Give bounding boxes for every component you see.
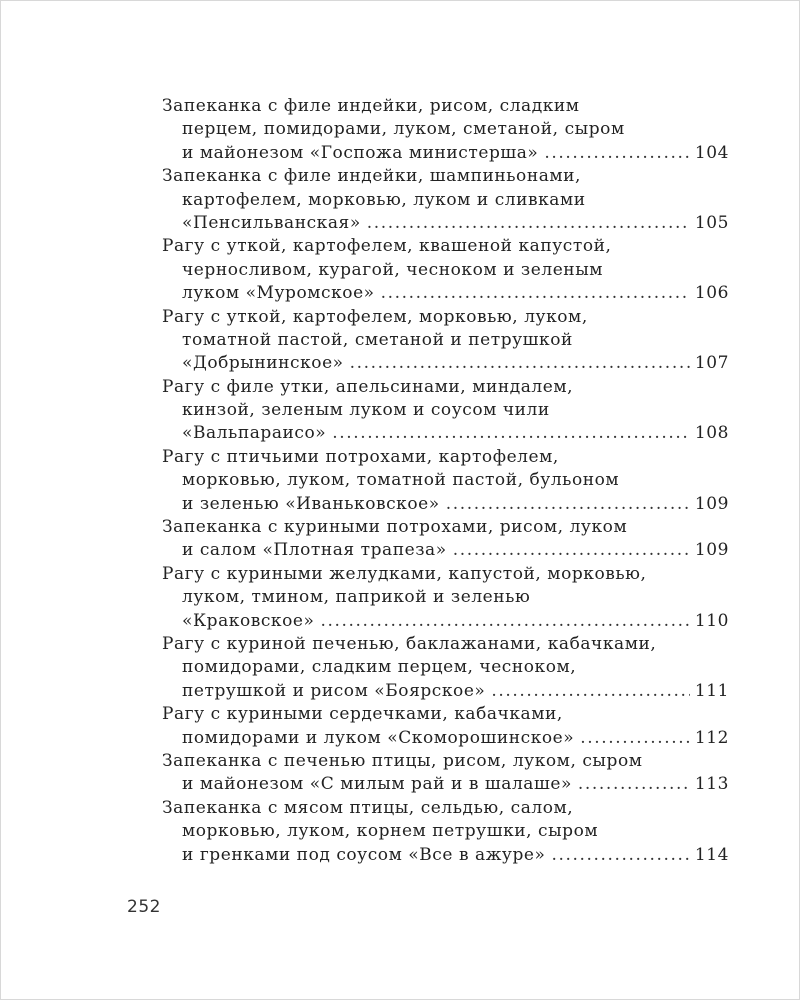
toc-entry-last-line (162, 844, 729, 867)
table-of-contents (162, 95, 729, 867)
dot-leader (367, 212, 690, 235)
toc-entry-last-line (162, 142, 729, 165)
toc-entry-line: Рагу с куриными сердечками, кабачками, (162, 704, 563, 725)
toc-entry-page-number: 109 (694, 493, 729, 514)
toc-entry-title-text: и гренками под соусом «Все в ажуре» (182, 844, 546, 865)
toc-entry-page-number: 104 (694, 142, 729, 163)
toc-entry-title-text: «Пенсильванская» (182, 212, 361, 233)
toc-entry (162, 165, 729, 235)
toc-entry-title-text: «Краковское» (182, 610, 315, 631)
toc-entry-title-text: петрушкой и рисом «Боярское» (182, 680, 486, 701)
toc-entry-page-number: 112 (694, 727, 729, 748)
toc-entry-last-line (162, 610, 729, 633)
toc-entry-line: Рагу с птичьими потрохами, картофелем, (162, 446, 559, 467)
dot-leader (320, 610, 689, 633)
toc-entry-line: томатной пастой, сметаной и петрушкой (182, 329, 573, 350)
toc-entry-line: Рагу с уткой, картофелем, квашеной капустой, (162, 236, 612, 257)
toc-entry-line: картофелем, морковью, луком и сливками (182, 189, 586, 210)
toc-entry-last-line (162, 422, 729, 445)
toc-entry (162, 750, 729, 797)
dot-leader (544, 142, 690, 165)
toc-entry-last-line (162, 493, 729, 516)
toc-entry-page-number: 109 (694, 540, 729, 561)
page-number: 252 (127, 897, 161, 917)
dot-leader (491, 680, 690, 703)
toc-entry (162, 516, 729, 563)
toc-entry-last-line (162, 539, 729, 562)
toc-entry (162, 563, 729, 633)
dot-leader (578, 773, 690, 796)
toc-entry-line: Запеканка с куриными потрохами, рисом, луком (162, 517, 628, 538)
toc-entry-last-line (162, 212, 729, 235)
toc-entry-page-number: 107 (694, 353, 729, 374)
toc-entry-page-number: 105 (694, 212, 729, 233)
toc-entry-last-line (162, 773, 729, 796)
toc-entry-title-text: «Вальпараисо» (182, 423, 327, 444)
toc-entry-page-number: 106 (694, 283, 729, 304)
toc-entry-page-number: 113 (694, 774, 729, 795)
dot-leader (381, 282, 690, 305)
dot-leader (551, 844, 689, 867)
toc-entry-page-number: 108 (694, 423, 729, 444)
toc-entry-last-line (162, 282, 729, 305)
toc-entry (162, 633, 729, 703)
toc-entry-last-line (162, 680, 729, 703)
toc-entry-last-line (162, 727, 729, 750)
toc-entry-line: морковью, луком, корнем петрушки, сыром (182, 821, 599, 842)
toc-entry-title-text: и зеленью «Иваньковское» (182, 493, 440, 514)
toc-entry-title-text: и майонезом «Госпожа министерша» (182, 142, 539, 163)
toc-entry-line: Запеканка с филе индейки, рисом, сладким (162, 96, 580, 116)
toc-entry-line: Рагу с уткой, картофелем, морковью, луком, (162, 306, 588, 327)
toc-entry-line: морковью, луком, томатной пастой, бульоном (182, 470, 620, 491)
dot-leader (580, 727, 690, 750)
toc-entry (162, 95, 729, 165)
toc-entry-title-text: и салом «Плотная трапеза» (182, 540, 447, 561)
toc-entry-last-line (162, 352, 729, 375)
toc-entry-line: Запеканка с мясом птицы, сельдью, салом, (162, 797, 574, 818)
toc-entry-line: кинзой, зеленым луком и соусом чили (182, 400, 550, 421)
toc-entry-line: Рагу с куриной печенью, баклажанами, кабачками, (162, 633, 657, 654)
toc-entry-page-number: 110 (694, 610, 729, 631)
dot-leader (453, 539, 690, 562)
toc-entry-line: перцем, помидорами, луком, сметаной, сыром (182, 119, 625, 140)
dot-leader (332, 422, 690, 445)
toc-entry-page-number: 114 (694, 844, 729, 865)
toc-entry-line: Рагу с куриными желудками, капустой, морковью, (162, 563, 647, 584)
toc-entry-page-number: 111 (694, 680, 729, 701)
toc-entry (162, 797, 729, 867)
dot-leader (446, 493, 690, 516)
toc-entry-title-text: помидорами и луком «Скоморошинское» (182, 727, 575, 748)
toc-entry-line: Рагу с филе утки, апельсинами, миндалем, (162, 376, 574, 397)
toc-entry (162, 376, 729, 446)
toc-entry (162, 703, 729, 750)
dot-leader (350, 352, 690, 375)
toc-entry (162, 235, 729, 305)
toc-entry-title-text: и майонезом «С милым рай и в шалаше» (182, 774, 572, 795)
toc-entry (162, 306, 729, 376)
toc-entry-title-text: «Добрынинское» (182, 353, 344, 374)
toc-entry-title-text: луком «Муромское» (182, 283, 375, 304)
toc-entry-line: Запеканка с печенью птицы, рисом, луком, сыром (162, 750, 643, 771)
toc-entry-line: черносливом, курагой, чесноком и зеленым (182, 259, 604, 280)
toc-entry-line: Запеканка с филе индейки, шампиньонами, (162, 166, 581, 187)
toc-entry-line: помидорами, сладким перцем, чесноком, (182, 657, 577, 678)
toc-entry (162, 446, 729, 516)
toc-entry-line: луком, тмином, паприкой и зеленью (182, 587, 531, 608)
